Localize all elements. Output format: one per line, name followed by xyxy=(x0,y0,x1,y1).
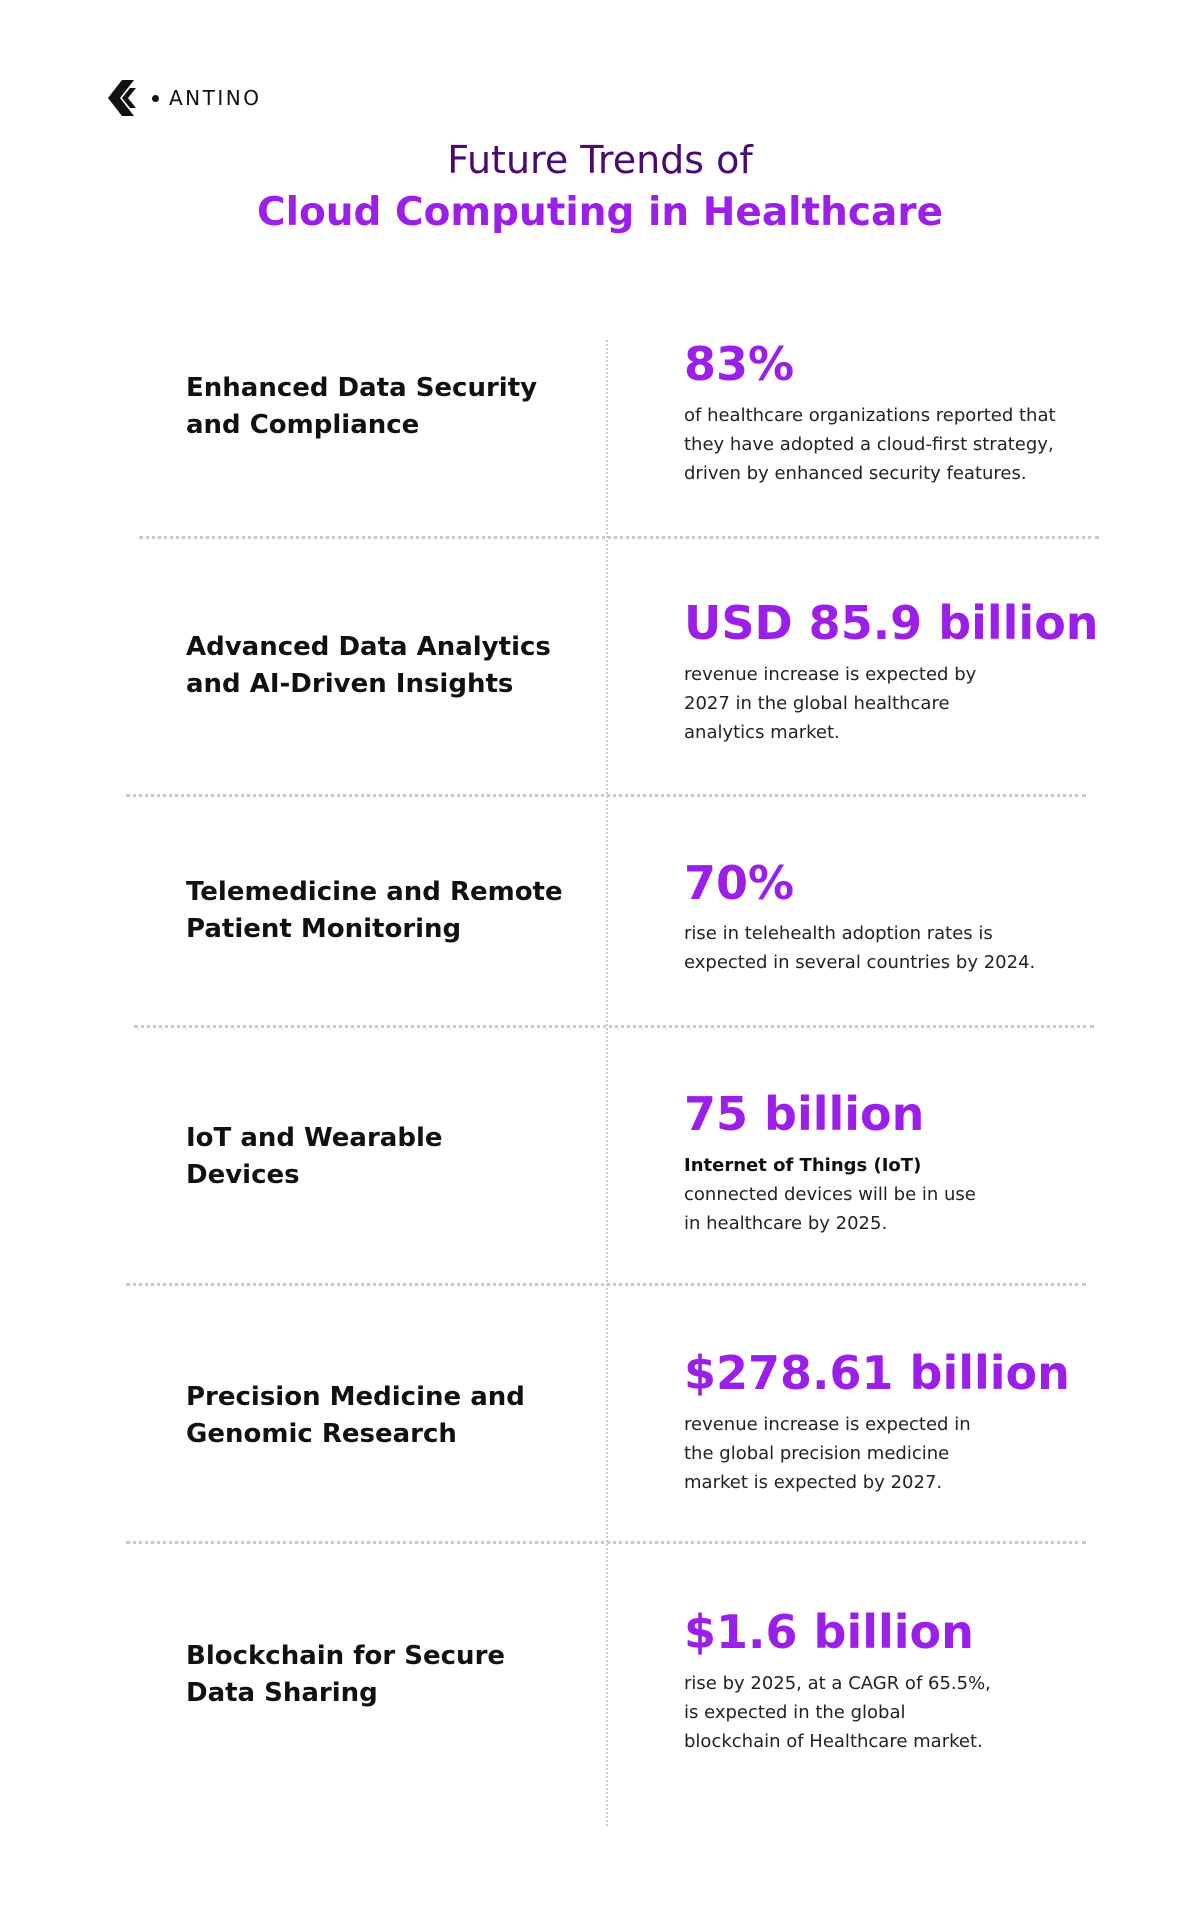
stat-description: revenue increase is expected in the global precision medicine market is expected by 2027. xyxy=(684,1414,971,1493)
stat-value: 70% xyxy=(684,856,795,910)
stat-value: 75 billion xyxy=(684,1087,925,1141)
trend-name: Enhanced Data Security and Compliance xyxy=(186,373,538,440)
trend-name: Blockchain for Secure Data Sharing xyxy=(186,1641,506,1708)
stat-value: $278.61 billion xyxy=(684,1346,1070,1400)
trend-name: Advanced Data Analytics and AI-Driven Insights xyxy=(186,632,551,699)
trend-name: Telemedicine and Remote Patient Monitoring xyxy=(186,877,563,944)
row-divider xyxy=(126,1283,1086,1286)
trend-name: Precision Medicine and Genomic Research xyxy=(186,1382,525,1449)
stat-description: of healthcare organizations reported that they have adopted a cloud-first strategy, driven by enhanced security features. xyxy=(684,405,1056,484)
stat-description: Internet of Things (IoT) connected devices will be in use in healthcare by 2025. xyxy=(684,1155,976,1234)
stat-description: rise in telehealth adoption rates is expected in several countries by 2024. xyxy=(684,923,1036,973)
logo-dot xyxy=(152,95,159,102)
row-divider xyxy=(139,536,1099,539)
brand-logo xyxy=(106,76,261,120)
row-divider xyxy=(134,1025,1094,1028)
trend-name: IoT and Wearable Devices xyxy=(186,1123,443,1190)
row-divider xyxy=(126,794,1086,797)
stat-value: 83% xyxy=(684,337,795,391)
brand-name: ANTINO xyxy=(169,86,262,110)
page-title-line2: Cloud Computing in Healthcare xyxy=(256,190,944,235)
page-title-line1: Future Trends of xyxy=(447,138,753,182)
vertical-divider xyxy=(606,340,608,1826)
stat-description: revenue increase is expected by 2027 in the global healthcare analytics market. xyxy=(684,664,977,743)
antino-mark-icon xyxy=(106,78,144,118)
row-divider xyxy=(126,1541,1086,1544)
stat-value: USD 85.9 billion xyxy=(684,596,1099,650)
stat-value: $1.6 billion xyxy=(684,1605,974,1659)
stat-description: rise by 2025, at a CAGR of 65.5%, is expected in the global blockchain of Healthcare market. xyxy=(684,1673,991,1752)
